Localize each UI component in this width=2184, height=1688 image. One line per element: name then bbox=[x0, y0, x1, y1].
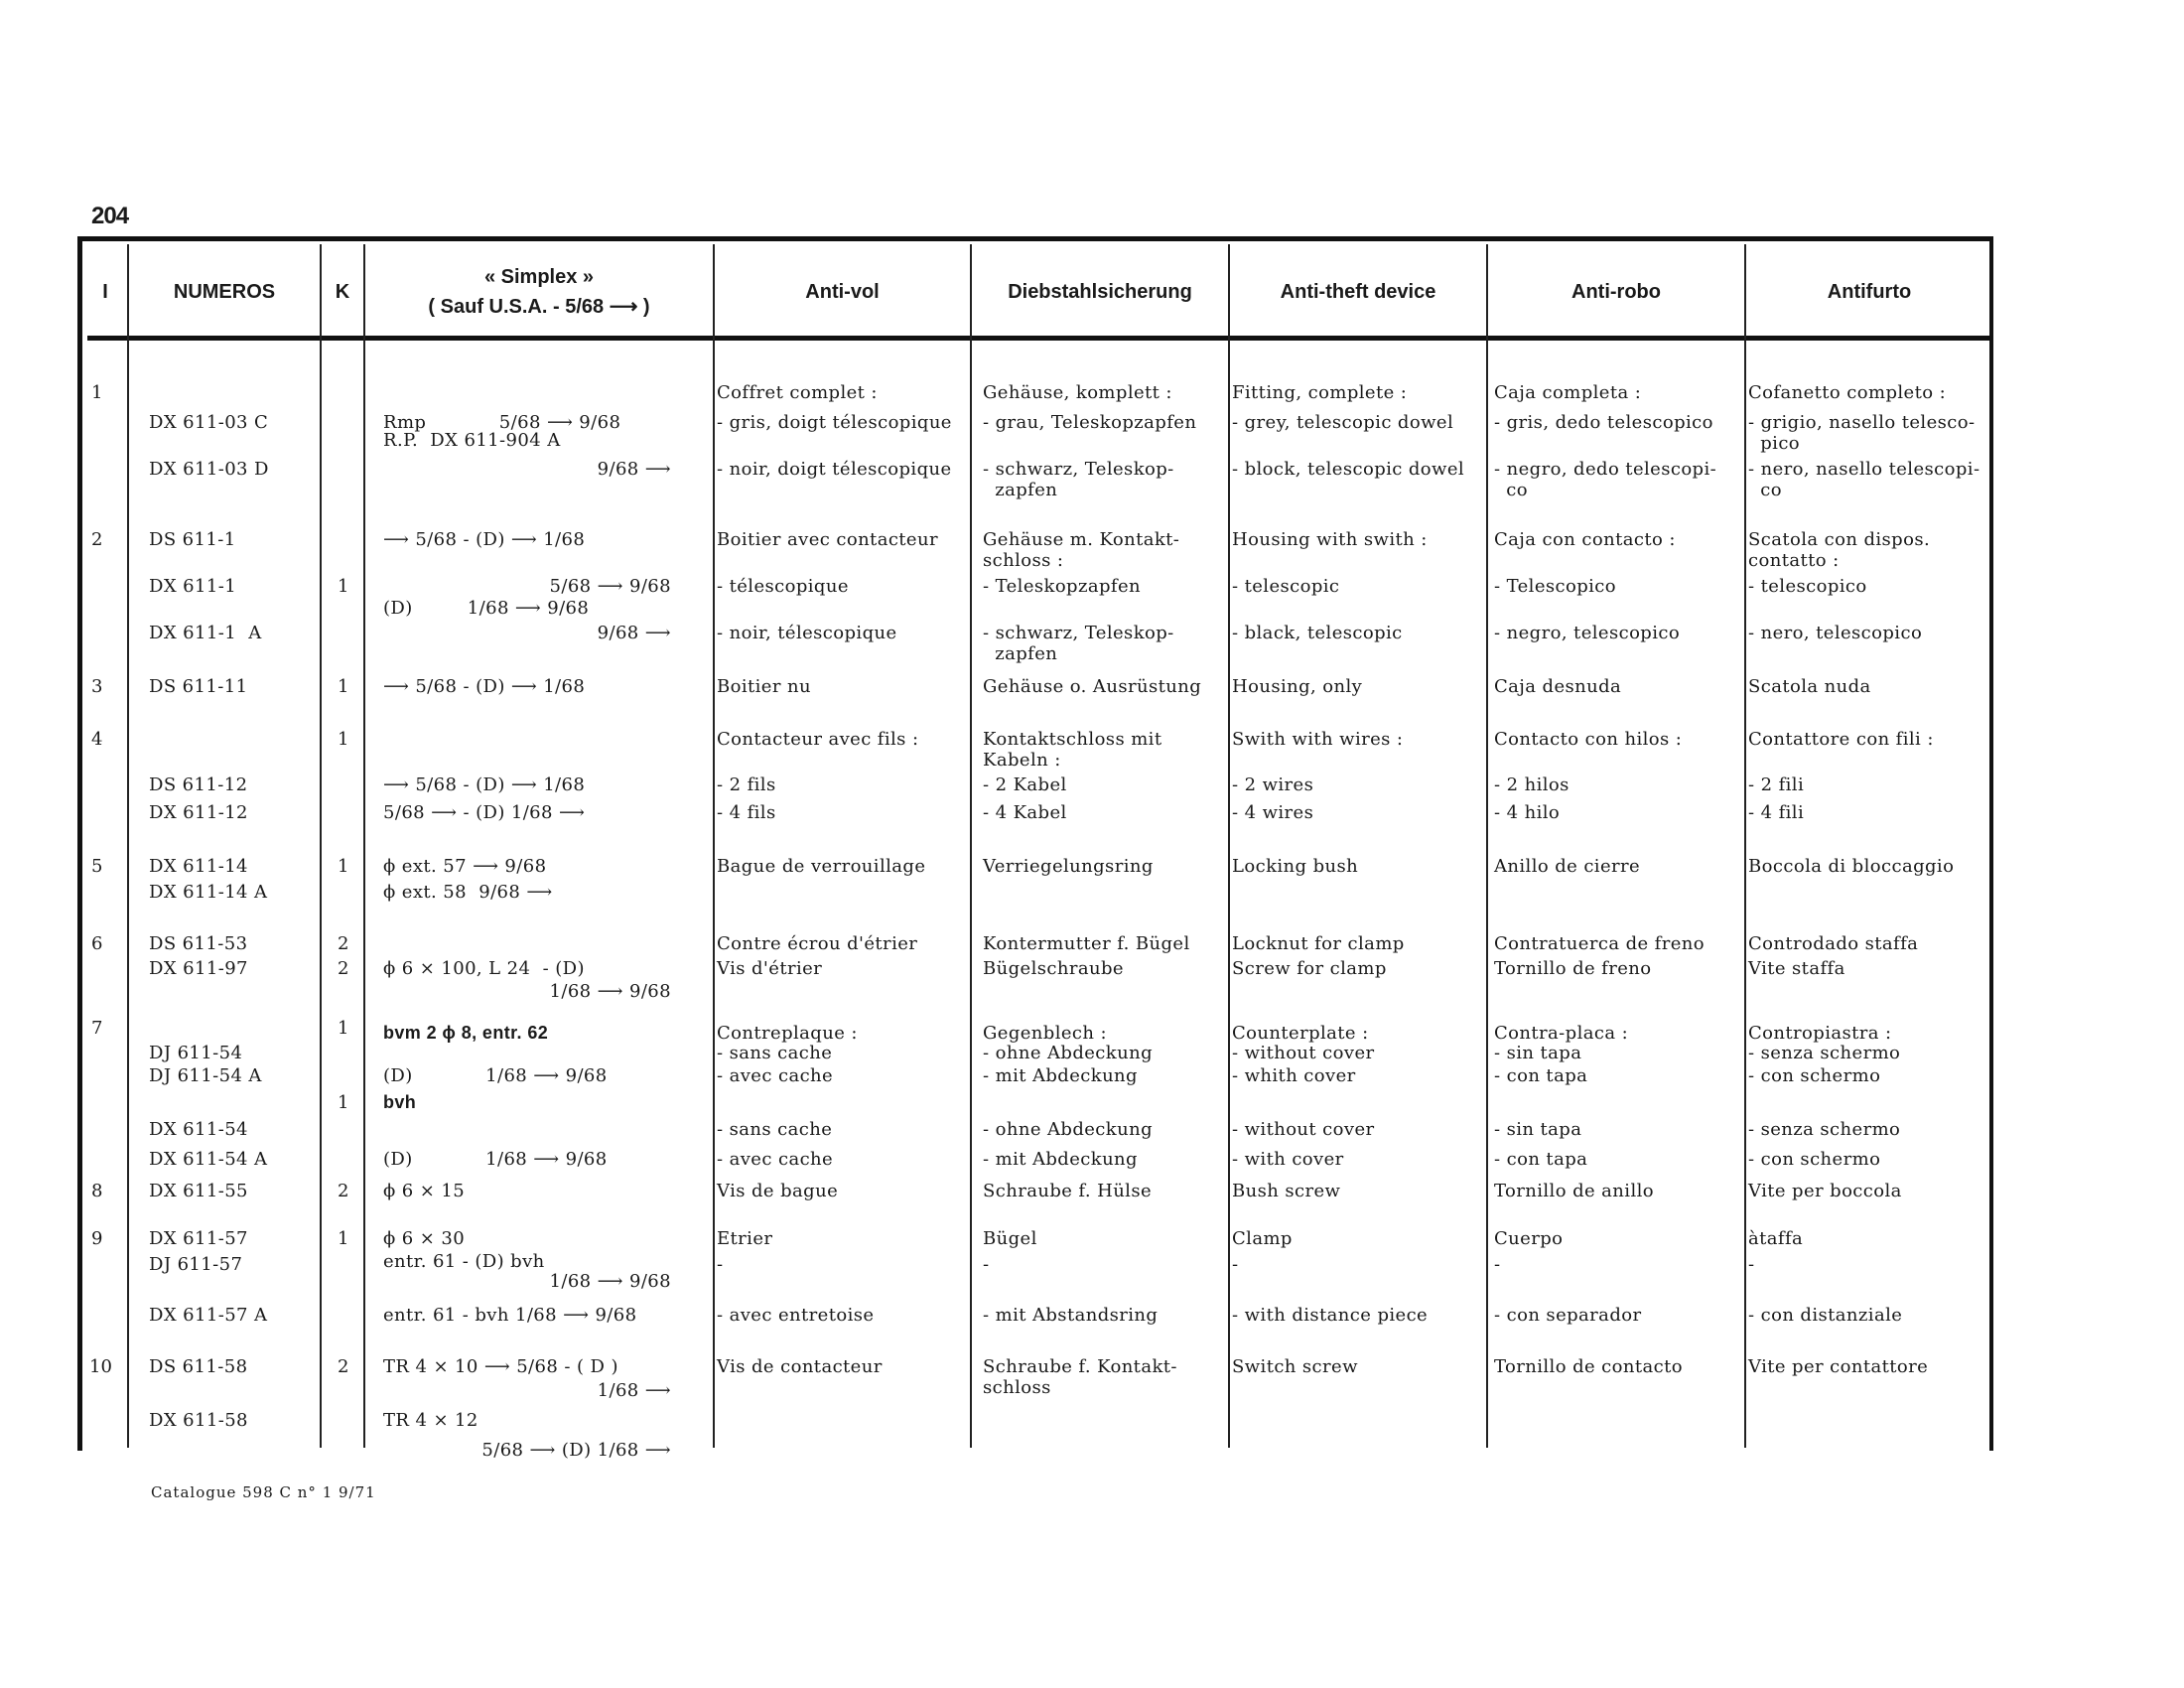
desc-es: Tornillo de anillo bbox=[1494, 1181, 1654, 1201]
header-numeros: NUMEROS bbox=[173, 281, 276, 303]
desc-it: Scatola nuda bbox=[1748, 676, 1871, 697]
desc-es: - con separador bbox=[1494, 1305, 1642, 1326]
desc-en: Screw for clamp bbox=[1232, 958, 1387, 979]
header-k: K bbox=[335, 281, 350, 303]
row-number: 2 bbox=[91, 529, 103, 550]
desc-de: Kontaktschloss mit Kabeln : bbox=[983, 729, 1162, 771]
part-number: DS 611-12 bbox=[149, 774, 248, 795]
desc-it: àtaffa bbox=[1748, 1228, 1804, 1249]
part-number: DJ 611-54 bbox=[149, 1043, 243, 1063]
row-number: 1 bbox=[91, 382, 103, 403]
simplex-note: 5/68 ⟶ 9/68 bbox=[549, 576, 671, 597]
desc-de: Schraube f. Kontakt- schloss bbox=[983, 1356, 1177, 1398]
simplex-note: ⟶ 5/68 - (D) ⟶ 1/68 bbox=[383, 774, 586, 795]
simplex-note: 9/68 ⟶ bbox=[597, 623, 671, 643]
part-number: DX 611-54 A bbox=[149, 1149, 268, 1170]
desc-en: - without cover bbox=[1232, 1043, 1375, 1063]
desc-it: - con distanziale bbox=[1748, 1305, 1903, 1326]
quantity-k: 2 bbox=[338, 958, 349, 979]
desc-fr: - 2 fils bbox=[717, 774, 776, 795]
simplex-note: (D) 1/68 ⟶ 9/68 bbox=[383, 1065, 608, 1086]
desc-en: Switch screw bbox=[1232, 1356, 1358, 1377]
desc-en: - block, telescopic dowel bbox=[1232, 459, 1465, 480]
desc-it: Vite staffa bbox=[1748, 958, 1845, 979]
desc-es: Caja desnuda bbox=[1494, 676, 1622, 697]
part-number: DX 611-54 bbox=[149, 1119, 248, 1140]
desc-it: Vite per contattore bbox=[1748, 1356, 1929, 1377]
simplex-note: entr. 61 - (D) bvh bbox=[383, 1251, 545, 1272]
desc-fr: Contre écrou d'étrier bbox=[717, 933, 918, 954]
desc-de: - schwarz, Teleskop- zapfen bbox=[983, 459, 1174, 500]
row-number: 8 bbox=[91, 1181, 103, 1201]
quantity-k: 1 bbox=[338, 676, 349, 697]
simplex-note: entr. 61 - bvh 1/68 ⟶ 9/68 bbox=[383, 1305, 637, 1326]
desc-it: - nero, nasello telescopi- co bbox=[1748, 459, 1980, 500]
desc-fr: Boitier avec contacteur bbox=[717, 529, 938, 550]
desc-en: - with cover bbox=[1232, 1149, 1344, 1170]
simplex-note: (D) 1/68 ⟶ 9/68 bbox=[383, 598, 590, 619]
desc-en: - telescopic bbox=[1232, 576, 1340, 597]
desc-fr: - avec cache bbox=[717, 1065, 834, 1086]
part-number: DX 611-14 A bbox=[149, 882, 268, 903]
quantity-k: 1 bbox=[338, 1228, 349, 1249]
desc-it: - senza schermo bbox=[1748, 1043, 1901, 1063]
quantity-k: 1 bbox=[338, 856, 349, 877]
desc-fr: - sans cache bbox=[717, 1119, 833, 1140]
desc-en: Locknut for clamp bbox=[1232, 933, 1405, 954]
desc-en: Bush screw bbox=[1232, 1181, 1341, 1201]
desc-it: - 4 fili bbox=[1748, 802, 1805, 823]
desc-fr: - 4 fils bbox=[717, 802, 776, 823]
quantity-k: 2 bbox=[338, 1181, 349, 1201]
desc-fr: Vis d'étrier bbox=[717, 958, 823, 979]
desc-de: Kontermutter f. Bügel bbox=[983, 933, 1190, 954]
desc-fr: - avec cache bbox=[717, 1149, 834, 1170]
desc-de: Gehäuse m. Kontakt- schloss : bbox=[983, 529, 1180, 571]
simplex-note: bvh bbox=[383, 1092, 417, 1112]
part-number: DJ 611-57 bbox=[149, 1254, 243, 1275]
desc-it: - nero, telescopico bbox=[1748, 623, 1923, 643]
part-number: DS 611-58 bbox=[149, 1356, 248, 1377]
desc-it: Contropiastra : bbox=[1748, 1023, 1892, 1044]
quantity-k: 1 bbox=[338, 729, 349, 750]
desc-es: - bbox=[1494, 1254, 1501, 1275]
desc-en: Fitting, complete : bbox=[1232, 382, 1408, 403]
desc-es: Tornillo de freno bbox=[1494, 958, 1652, 979]
quantity-k: 1 bbox=[338, 1018, 349, 1039]
desc-fr: - gris, doigt télescopique bbox=[717, 412, 952, 433]
desc-fr: Vis de bague bbox=[717, 1181, 839, 1201]
simplex-note: (D) 1/68 ⟶ 9/68 bbox=[383, 1149, 608, 1170]
row-number: 3 bbox=[91, 676, 103, 697]
desc-it: Cofanetto completo : bbox=[1748, 382, 1947, 403]
desc-es: - sin tapa bbox=[1494, 1119, 1582, 1140]
desc-fr: - noir, doigt télescopique bbox=[717, 459, 952, 480]
row-number: 6 bbox=[91, 933, 103, 954]
desc-en: - bbox=[1232, 1254, 1239, 1275]
desc-es: Cuerpo bbox=[1494, 1228, 1564, 1249]
desc-en: - black, telescopic bbox=[1232, 623, 1403, 643]
header-simplex-line2: ( Sauf U.S.A. - 5/68 ⟶ ) bbox=[428, 296, 650, 318]
desc-es: Caja completa : bbox=[1494, 382, 1642, 403]
header-simplex-line1: « Simplex » bbox=[483, 266, 595, 288]
desc-es: - con tapa bbox=[1494, 1149, 1588, 1170]
simplex-note: TR 4 × 10 ⟶ 5/68 - ( D ) bbox=[383, 1356, 618, 1377]
part-number: DX 611-57 A bbox=[149, 1305, 268, 1326]
desc-es: Contra-placa : bbox=[1494, 1023, 1629, 1044]
desc-es: Caja con contacto : bbox=[1494, 529, 1676, 550]
header-de: Diebstahlsicherung bbox=[1008, 281, 1192, 303]
simplex-note: 9/68 ⟶ bbox=[597, 459, 671, 480]
desc-de: - grau, Teleskopzapfen bbox=[983, 412, 1197, 433]
simplex-note: 5/68 ⟶ (D) 1/68 ⟶ bbox=[481, 1440, 671, 1461]
desc-es: - negro, dedo telescopi- co bbox=[1494, 459, 1717, 500]
part-number: DJ 611-54 A bbox=[149, 1065, 262, 1086]
desc-de: - 4 Kabel bbox=[983, 802, 1067, 823]
desc-es: - sin tapa bbox=[1494, 1043, 1582, 1063]
desc-es: Contratuerca de freno bbox=[1494, 933, 1706, 954]
part-number: DX 611-1 bbox=[149, 576, 237, 597]
desc-es: Contacto con hilos : bbox=[1494, 729, 1683, 750]
simplex-note: 1/68 ⟶ bbox=[597, 1380, 671, 1401]
simplex-note: ⟶ 5/68 - (D) ⟶ 1/68 bbox=[383, 529, 586, 550]
desc-es: - gris, dedo telescopico bbox=[1494, 412, 1713, 433]
row-number: 7 bbox=[91, 1018, 103, 1039]
row-number: 4 bbox=[91, 729, 103, 750]
desc-fr: - avec entretoise bbox=[717, 1305, 875, 1326]
header-i: I bbox=[102, 281, 108, 303]
desc-fr: Vis de contacteur bbox=[717, 1356, 883, 1377]
simplex-note: ϕ ext. 57 ⟶ 9/68 bbox=[383, 856, 547, 877]
desc-fr: Coffret complet : bbox=[717, 382, 878, 403]
desc-de: - mit Abdeckung bbox=[983, 1149, 1138, 1170]
desc-de: Gegenblech : bbox=[983, 1023, 1107, 1044]
desc-it: Vite per boccola bbox=[1748, 1181, 1902, 1201]
desc-de: - schwarz, Teleskop- zapfen bbox=[983, 623, 1174, 664]
desc-de: Verriegelungsring bbox=[983, 856, 1154, 877]
part-number: DS 611-11 bbox=[149, 676, 248, 697]
desc-de: Gehäuse o. Ausrüstung bbox=[983, 676, 1202, 697]
part-number: DX 611-12 bbox=[149, 802, 248, 823]
desc-de: Bügelschraube bbox=[983, 958, 1124, 979]
desc-es: Anillo de cierre bbox=[1494, 856, 1641, 877]
desc-en: Swith with wires : bbox=[1232, 729, 1404, 750]
desc-fr: Bague de verrouillage bbox=[717, 856, 926, 877]
desc-fr: - noir, télescopique bbox=[717, 623, 897, 643]
desc-fr: - bbox=[717, 1254, 724, 1275]
quantity-k: 1 bbox=[338, 1092, 349, 1113]
desc-en: Housing, only bbox=[1232, 676, 1363, 697]
part-number: DS 611-53 bbox=[149, 933, 248, 954]
header-en: Anti-theft device bbox=[1280, 281, 1436, 303]
simplex-note: R.P. DX 611-904 A bbox=[383, 430, 561, 451]
part-number: DX 611-1 A bbox=[149, 623, 262, 643]
simplex-note: Rmp 5/68 ⟶ 9/68 bbox=[383, 412, 621, 433]
simplex-note: ϕ ext. 58 9/68 ⟶ bbox=[383, 882, 553, 903]
page-number: 204 bbox=[91, 203, 129, 229]
desc-fr: Contreplaque : bbox=[717, 1023, 858, 1044]
simplex-note: ϕ 6 × 15 bbox=[383, 1181, 466, 1201]
desc-en: - without cover bbox=[1232, 1119, 1375, 1140]
part-number: DS 611-1 bbox=[149, 529, 236, 550]
header-it: Antifurto bbox=[1827, 281, 1912, 303]
part-number: DX 611-14 bbox=[149, 856, 248, 877]
simplex-note: 5/68 ⟶ - (D) 1/68 ⟶ bbox=[383, 802, 586, 823]
quantity-k: 2 bbox=[338, 933, 349, 954]
desc-de: - mit Abdeckung bbox=[983, 1065, 1138, 1086]
desc-it: - 2 fili bbox=[1748, 774, 1805, 795]
desc-fr: - télescopique bbox=[717, 576, 849, 597]
desc-it: Contattore con fili : bbox=[1748, 729, 1934, 750]
desc-it: - senza schermo bbox=[1748, 1119, 1901, 1140]
desc-de: - bbox=[983, 1254, 990, 1275]
simplex-note: bvm 2 ϕ 8, entr. 62 bbox=[383, 1023, 549, 1043]
desc-it: Scatola con dispos. contatto : bbox=[1748, 529, 1931, 571]
desc-es: - 4 hilo bbox=[1494, 802, 1561, 823]
header-es: Anti-robo bbox=[1571, 281, 1661, 303]
quantity-k: 2 bbox=[338, 1356, 349, 1377]
desc-en: Clamp bbox=[1232, 1228, 1293, 1249]
desc-es: - negro, telescopico bbox=[1494, 623, 1681, 643]
header-simplex bbox=[365, 248, 713, 336]
desc-it: - con schermo bbox=[1748, 1065, 1881, 1086]
part-number: DX 611-57 bbox=[149, 1228, 248, 1249]
desc-fr: - sans cache bbox=[717, 1043, 833, 1063]
row-number: 5 bbox=[91, 856, 103, 877]
desc-de: - 2 Kabel bbox=[983, 774, 1067, 795]
desc-es: - con tapa bbox=[1494, 1065, 1588, 1086]
row-number: 10 bbox=[89, 1356, 112, 1377]
desc-en: Counterplate : bbox=[1232, 1023, 1369, 1044]
catalogue-footer: Catalogue 598 C n° 1 9/71 bbox=[151, 1483, 376, 1501]
simplex-note: ⟶ 5/68 - (D) ⟶ 1/68 bbox=[383, 676, 586, 697]
desc-de: Bügel bbox=[983, 1228, 1037, 1249]
desc-es: - 2 hilos bbox=[1494, 774, 1570, 795]
part-number: DX 611-55 bbox=[149, 1181, 248, 1201]
quantity-k: 1 bbox=[338, 576, 349, 597]
desc-es: Tornillo de contacto bbox=[1494, 1356, 1683, 1377]
desc-it: - telescopico bbox=[1748, 576, 1867, 597]
part-number: DX 611-03 D bbox=[149, 459, 269, 480]
desc-en: - 4 wires bbox=[1232, 802, 1314, 823]
desc-it: - grigio, nasello telesco- pico bbox=[1748, 412, 1976, 454]
desc-it: - bbox=[1748, 1254, 1755, 1275]
simplex-note: 1/68 ⟶ 9/68 bbox=[549, 1271, 671, 1292]
simplex-note: TR 4 × 12 bbox=[383, 1410, 478, 1431]
desc-de: Gehäuse, komplett : bbox=[983, 382, 1172, 403]
desc-en: Housing with swith : bbox=[1232, 529, 1428, 550]
desc-de: - ohne Abdeckung bbox=[983, 1119, 1153, 1140]
desc-en: - whith cover bbox=[1232, 1065, 1356, 1086]
desc-en: - 2 wires bbox=[1232, 774, 1314, 795]
desc-it: Controdado staffa bbox=[1748, 933, 1919, 954]
desc-es: - Telescopico bbox=[1494, 576, 1617, 597]
part-number: DX 611-97 bbox=[149, 958, 248, 979]
row-number: 9 bbox=[91, 1228, 103, 1249]
simplex-note: ϕ 6 × 30 bbox=[383, 1228, 466, 1249]
part-number: DX 611-03 C bbox=[149, 412, 269, 433]
desc-fr: Contacteur avec fils : bbox=[717, 729, 919, 750]
desc-it: Boccola di bloccaggio bbox=[1748, 856, 1955, 877]
header-fr: Anti-vol bbox=[805, 281, 880, 303]
desc-fr: Boitier nu bbox=[717, 676, 811, 697]
desc-en: - grey, telescopic dowel bbox=[1232, 412, 1454, 433]
desc-de: - mit Abstandsring bbox=[983, 1305, 1159, 1326]
desc-de: - Teleskopzapfen bbox=[983, 576, 1142, 597]
desc-it: - con schermo bbox=[1748, 1149, 1881, 1170]
desc-en: Locking bush bbox=[1232, 856, 1359, 877]
desc-en: - with distance piece bbox=[1232, 1305, 1429, 1326]
simplex-note: ϕ 6 × 100, L 24 - (D) bbox=[383, 958, 585, 979]
part-number: DX 611-58 bbox=[149, 1410, 248, 1431]
simplex-note: 1/68 ⟶ 9/68 bbox=[549, 981, 671, 1002]
desc-fr: Etrier bbox=[717, 1228, 773, 1249]
desc-de: Schraube f. Hülse bbox=[983, 1181, 1153, 1201]
desc-de: - ohne Abdeckung bbox=[983, 1043, 1153, 1063]
